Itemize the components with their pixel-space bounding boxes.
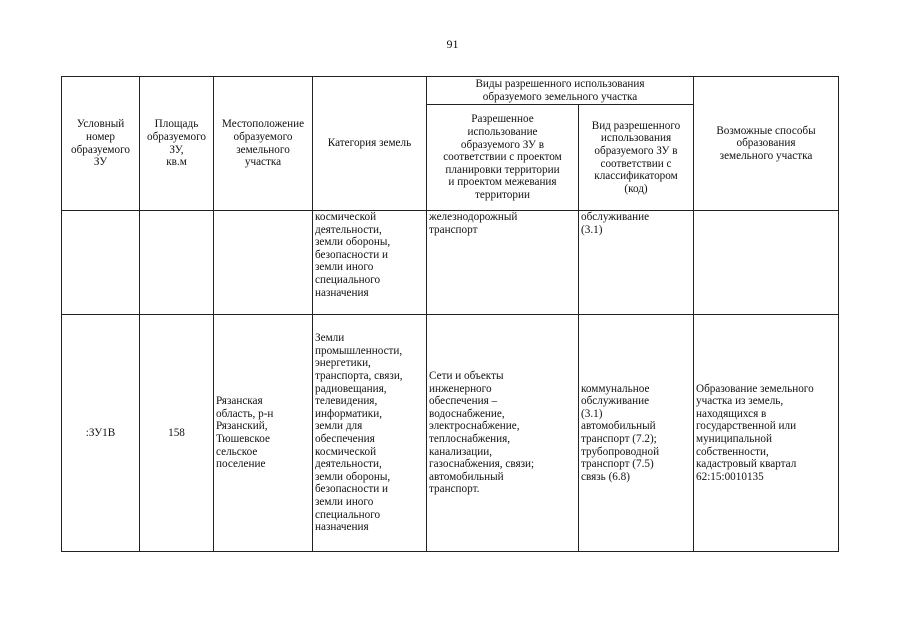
cell-use-project: железнодорожный транспорт [427, 211, 579, 315]
table-row [62, 211, 839, 315]
header-number: Условный номер образуемого ЗУ [62, 77, 140, 211]
land-plot-table [61, 76, 839, 552]
header-use-project: Разрешенное использование образуемого ЗУ в соответствии с проектом планировки территории и проектом межевания территории [427, 105, 579, 211]
cell-area [140, 211, 214, 315]
cell-methods [694, 211, 839, 315]
cell-use-classifier: обслуживание (3.1) [579, 211, 694, 315]
header-category: Категория земель [313, 77, 427, 211]
header-location: Местоположение образуемого земельного участка [214, 77, 313, 211]
header-area: Площадь образуемого ЗУ, кв.м [140, 77, 214, 211]
cell-category: космической деятельности, земли обороны, безопасности и земли иного специального назначения [313, 211, 427, 315]
cell-area: 158 [140, 315, 214, 552]
table-row [62, 315, 839, 552]
header-methods: Возможные способы образования земельного участка [694, 77, 839, 211]
cell-location: Рязанская область, р-н Рязанский, Тюшевское сельское поселение [214, 315, 313, 552]
header-row-1 [62, 77, 839, 105]
cell-number [62, 211, 140, 315]
cell-methods: Образование земельного участка из земель, находящихся в государственной или муниципальной собственности, кадастровый квартал 62:15:0010135 [694, 315, 839, 552]
cell-category: Земли промышленности, энергетики, транспорта, связи, радиовещания, телевидения, информатики, земли для обеспечения космической деятельности, земли обороны, безопасности и земли иного специального назначения [313, 315, 427, 552]
cell-number: :ЗУ1В [62, 315, 140, 552]
cell-use-project: Сети и объекты инженерного обеспечения – водоснабжение, электроснабжение, теплоснабжения, канализации, газоснабжения, связи; автомобильный транспорт. [427, 315, 579, 552]
header-use-classifier: Вид разрешенного использования образуемого ЗУ в соответствии с классификатором (код) [579, 105, 694, 211]
cell-location [214, 211, 313, 315]
page-number: 91 [446, 37, 459, 51]
cell-use-classifier: коммунальное обслуживание (3.1) автомобильный транспорт (7.2); трубопроводной транспорт (7.5) связь (6.8) [579, 315, 694, 552]
header-use-group: Виды разрешенного использования образуемого земельного участка [427, 77, 694, 105]
